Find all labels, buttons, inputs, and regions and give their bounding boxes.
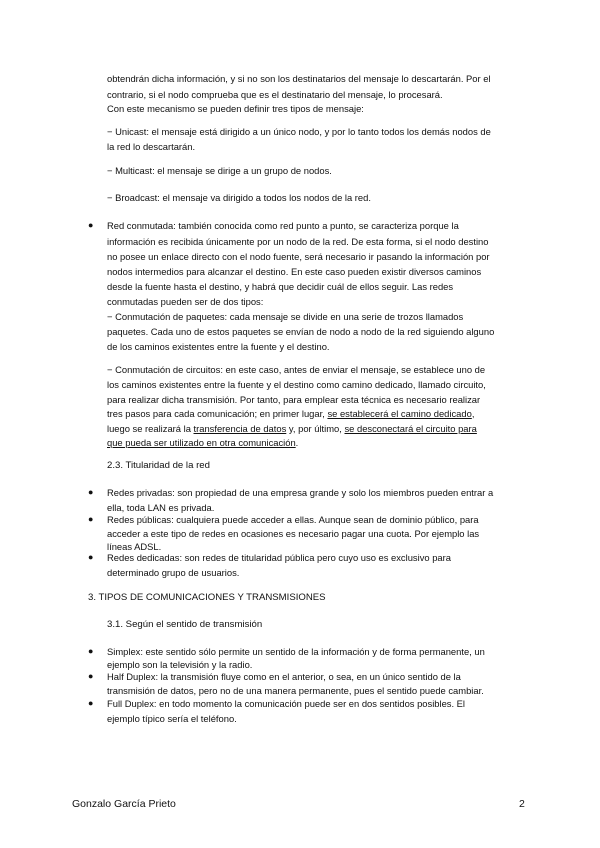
bullet-icon: ● <box>88 220 94 230</box>
circuitos-line-1: − Conmutación de circuitos: en este caso, antes de enviar el mensaje, se establece uno de <box>107 364 486 375</box>
intro-line-3: Con este mecanismo se pueden definir tres tipos de mensaje: <box>107 103 364 114</box>
underlined-phrase: se desconectará el circuito para <box>344 423 477 434</box>
conmutada-line-5: desde la fuente hasta el destino, y habrá que decidir cuál de ellos seguir. Las redes <box>107 281 454 292</box>
bullet-icon: ● <box>88 552 94 562</box>
publicas-line-3: líneas ADSL. <box>107 541 162 552</box>
punctuation: . <box>295 437 299 448</box>
publicas-line-2: acceder a este tipo de redes en ocasiones es necesario pagar una cuota. Por ejemplo las <box>107 528 480 539</box>
intro-line-1: obtendrán dicha información, y si no son los destinatarios del mensaje lo descartarán. Por el <box>107 73 491 84</box>
circuitos-line-4 <box>107 406 474 422</box>
paquetes-line-3: de los caminos existentes entre la fuente y el destino. <box>107 341 330 352</box>
privadas-line-1: Redes privadas: son propiedad de una empresa grande y solo los miembros pueden entrar a <box>107 487 494 498</box>
bullet-icon: ● <box>88 671 94 681</box>
dedicadas-line-2: determinado grupo de usuarios. <box>107 567 240 578</box>
simplex-line-2: ejemplo son la televisión y la radio. <box>107 659 253 670</box>
full-duplex-line-1: Full Duplex: en todo momento la comunicación puede ser en dos sentidos posibles. El <box>107 698 466 709</box>
conmutada-line-4: nodos intermedios para alcanzar el destino. En este caso pueden existir diversos caminos <box>107 266 482 277</box>
circuitos-line-3: para realizar dicha transmisión. Por tanto, para emplear esta técnica es necesario realizar <box>107 394 481 405</box>
conmutada-line-3: no posee un enlace directo con el nodo fuente, será necesario ir pasando la información por <box>107 251 490 262</box>
paquetes-line-2: paquetes. Cada uno de estos paquetes se envían de nodo a nodo de la red siguiendo alguno <box>107 326 495 337</box>
paquetes-line-1: − Conmutación de paquetes: cada mensaje se divide en una serie de trozos llamados <box>107 311 464 322</box>
half-duplex-line-1: Half Duplex: la transmisión fluye como en el anterior, o sea, en un único sentido de la <box>107 671 461 682</box>
simplex-line-1: Simplex: este sentido sólo permite un sentido de la información y de forma permanente, un <box>107 646 485 657</box>
privadas-line-2: ella, toda LAN es privada. <box>107 502 215 513</box>
half-duplex-line-2: transmisión de datos, pero no de una manera permanente, pues el sentido puede cambiar. <box>107 685 484 696</box>
circuitos-line-6 <box>107 435 298 451</box>
section-2-3-heading: 2.3. Titularidad de la red <box>107 460 210 471</box>
broadcast-line: − Broadcast: el mensaje va dirigido a todos los nodos de la red. <box>107 192 371 203</box>
conmutada-line-1: Red conmutada: también conocida como red punto a punto, se caracteriza porque la <box>107 220 459 231</box>
unicast-line-2: la red lo descartarán. <box>107 141 196 152</box>
conmutada-line-2: información es recibida únicamente por un nodo de la red. De esta forma, si el nodo destino <box>107 236 489 247</box>
bullet-icon: ● <box>88 698 94 708</box>
section-3-heading: 3. TIPOS DE COMUNICACIONES Y TRANSMISIONES <box>88 592 326 603</box>
circuitos-line-4-text: tres pasos para cada comunicación; en primer lugar, <box>107 408 325 419</box>
bullet-icon: ● <box>88 487 94 497</box>
unicast-line-1: − Unicast: el mensaje está dirigido a un único nodo, y por lo tanto todos los demás nodos de <box>107 126 491 137</box>
punctuation: , <box>471 408 475 419</box>
bullet-icon: ● <box>88 514 94 524</box>
conmutada-line-6: conmutadas pueden ser de dos tipos: <box>107 296 264 307</box>
underlined-phrase: se establecerá el camino dedicado <box>327 408 472 419</box>
dedicadas-line-1: Redes dedicadas: son redes de titularidad pública pero cuyo uso es exclusivo para <box>107 552 451 563</box>
page-number: 2 <box>519 798 525 810</box>
publicas-line-1: Redes públicas: cualquiera puede acceder a ellas. Aunque sean de dominio público, para <box>107 514 479 525</box>
full-duplex-line-2: ejemplo típico sería el teléfono. <box>107 713 237 724</box>
underlined-phrase: que pueda ser utilizado en otra comunicación <box>107 437 296 448</box>
circuitos-line-2: los caminos existentes entre la fuente y el destino como camino dedicado, llamado circuito, <box>107 379 486 390</box>
section-3-1-heading: 3.1. Según el sentido de transmisión <box>107 619 263 630</box>
intro-line-2: contrario, si el nodo comprueba que es el destinatario del mensaje, lo procesará. <box>107 89 443 100</box>
circuitos-line-5-text-a: luego se realizará la <box>107 423 194 434</box>
bullet-icon: ● <box>88 646 94 656</box>
underlined-phrase: transferencia de datos <box>193 423 287 434</box>
footer-author: Gonzalo García Prieto <box>72 798 176 810</box>
circuitos-line-5-text-b: y, por último, <box>286 423 345 434</box>
multicast-line: − Multicast: el mensaje se dirige a un grupo de nodos. <box>107 165 332 176</box>
